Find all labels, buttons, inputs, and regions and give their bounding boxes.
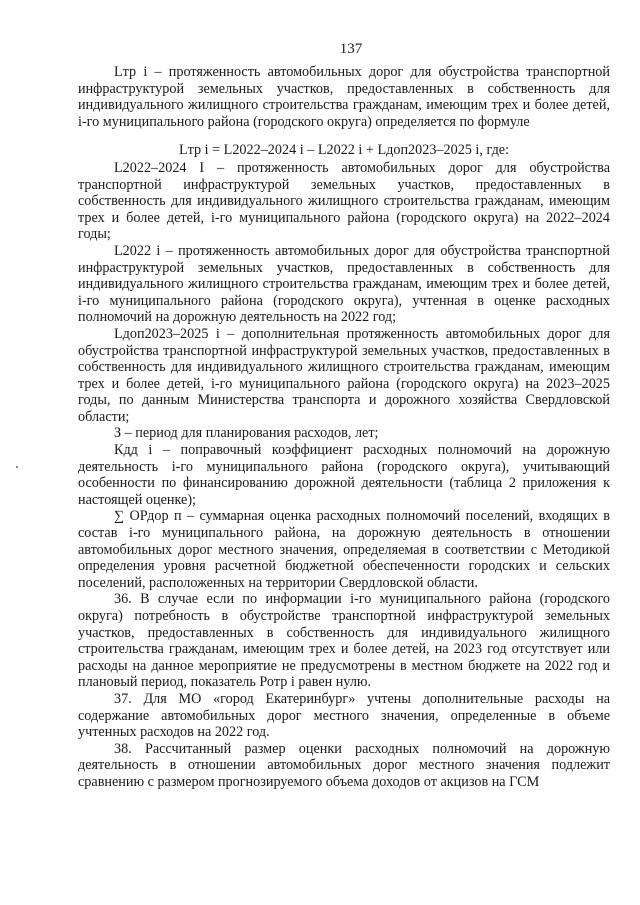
paragraph-l2022-2024: L2022–2024 I – протяженность автомобильных дорог для обустройства транспортной инфраструктурой земельных участков, предоставленных в собственность для индивидуального жилищного строительства гражданам, имеющим трех и более детей, i-го муниципального района (городского округа) на 2022–2024 годы; (78, 159, 610, 243)
document-page (78, 40, 610, 791)
paragraph-38: 38. Рассчитанный размер оценки расходных полномочий на дорожную деятельность в отношении автомобильных дорог местного значения подлежит сравнению с размером прогнозируемого объема доходов от акцизов на ГСМ (78, 740, 610, 790)
paragraph-37: 37. Для МО «город Екатеринбург» учтены дополнительные расходы на содержание автомобильных дорог местного значения, определенные в объеме учтенных расходов на 2022 год. (78, 690, 610, 741)
paragraph-ordor: ∑ ОРдор п – суммарная оценка расходных полномочий поселений, входящих в состав i-го муниципального района, на дорожную деятельность в отношении автомобильных дорог местного значения, определяемая в соответствии с Методикой определения уровня расчетной бюджетной обеспеченности городских и сельских поселений, расположенных на территории Свердловской области. (78, 508, 610, 591)
paragraph-ltr-definition: Lтр i – протяженность автомобильных дорог для обустройства транспортной инфраструктурой земельных участков, предоставленных в собственность для индивидуального жилищного строительства гражданам, имеющим трех и более детей, i-го муниципального района (городского округа) определяется по формуле (78, 64, 610, 130)
paragraph-l2022: L2022 i – протяженность автомобильных дорог для обустройства транспортной инфраструктурой земельных участков, предоставленных в собственность для индивидуального жилищного строительства гражданам, имеющим трех и более детей, i-го муниципального района (городского округа), учтенная в оценке расходных полномочий на дорожную деятельность на 2022 год; (78, 242, 610, 326)
paragraph-kdd: Кдд i – поправочный коэффициент расходных полномочий на дорожную деятельность i-го муниципального района (городского округа), учитывающий особенности по финансированию дорожной деятельности (таблица 2 приложения к настоящей оценке); (78, 442, 610, 508)
page-number: 137 (339, 41, 363, 57)
paragraph-ldop: Lдоп2023–2025 i – дополнительная протяженность автомобильных дорог для обустройства транспортной инфраструктурой земельных участков, предоставленных в собственность для индивидуального жилищного строительства гражданам, имеющим трех и более детей, i-го муниципального района (городского округа) на 2023–2025 годы, по данным Министерства транспорта и дорожного хозяйства Свердловской области; (78, 325, 610, 425)
paragraph-36: 36. В случае если по информации i-го муниципального района (городского округа) потребность в обустройстве транспортной инфраструктурой земельных участков, предоставленных в собственность для индивидуального жилищного строительства гражданам, имеющим трех и более детей, на 2023 год отсутствует или расходы на данное мероприятие не предусмотрены в местном бюджете на 2022 год и плановый период, показатель Ротр i равен нулю. (78, 591, 610, 691)
margin-mark (16, 466, 18, 468)
formula: Lтр i = L2022–2024 i – L2022 i + Lдоп2023–2025 i, где: (178, 142, 510, 159)
paragraph-period: З – период для планирования расходов, лет; (114, 425, 379, 442)
